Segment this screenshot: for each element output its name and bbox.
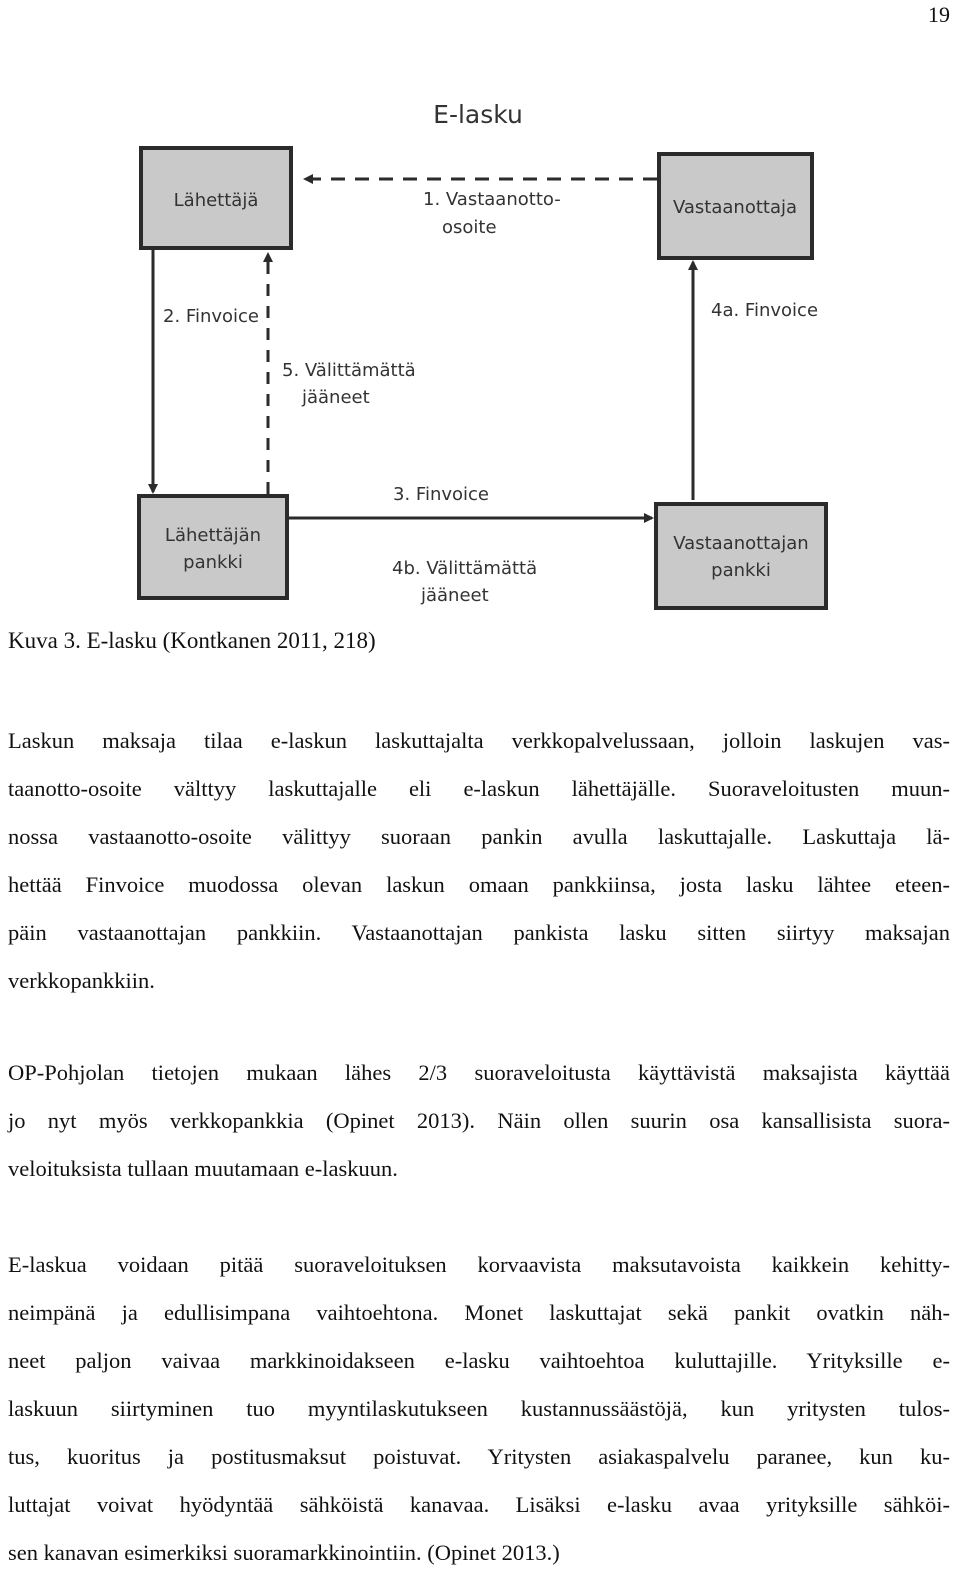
- text-line: jo nyt myös verkkopankkia (Opinet 2013). Näin ollen suurin osa kansallisista suora-: [8, 1108, 950, 1133]
- receiver-bank-label-line2: pankki: [711, 560, 771, 581]
- edge-4b-label-line1: 4b. Välittämättä: [392, 558, 538, 579]
- edge-1-label-line2: osoite: [442, 217, 497, 238]
- edge-1-label-line1: 1. Vastaanotto-: [423, 189, 561, 210]
- text-line: laskuun siirtyminen tuo myyntilaskutukseen kustannussäästöjä, kun yritysten tulos-: [8, 1396, 950, 1421]
- text-line: verkkopankkiin.: [8, 968, 155, 993]
- edge-5-label-line2: jääneet: [302, 387, 370, 408]
- text-line: tus, kuoritus ja postitusmaksut poistuvat. Yritysten asiakaspalvelu paranee, kun ku-: [8, 1444, 950, 1469]
- e-invoice-diagram: [0, 0, 960, 640]
- paragraph-1: [8, 717, 950, 1005]
- sender-label: Lähettäjä: [173, 190, 259, 211]
- text-line: sen kanavan esimerkiksi suoramarkkinointiin. (Opinet 2013.): [8, 1540, 560, 1565]
- receiver-bank-label-line1: Vastaanottajan: [673, 533, 809, 554]
- text-line: Laskun maksaja tilaa e-laskun laskuttajalta verkkopalvelussaan, jolloin laskujen vas-: [8, 728, 950, 753]
- figure-caption: Kuva 3. E-lasku (Kontkanen 2011, 218): [8, 628, 376, 653]
- page-number: 19: [928, 2, 950, 27]
- edge-4a-label: 4a. Finvoice: [711, 300, 819, 321]
- text-line: E-laskua voidaan pitää suoraveloituksen korvaavista maksutavoista kaikkein kehitty-: [8, 1252, 950, 1277]
- text-line: OP-Pohjolan tietojen mukaan lähes 2/3 suoraveloitusta käyttävistä maksajista käyttää: [8, 1060, 950, 1085]
- text-line: veloituksista tullaan muutamaan e-laskuun.: [8, 1156, 398, 1181]
- paragraph-2: [8, 1049, 950, 1193]
- receiver-label: Vastaanottaja: [672, 197, 798, 218]
- diagram-title: E-lasku: [433, 100, 523, 129]
- receiver-bank-box: [656, 504, 826, 608]
- edge-4b-label-line2: jääneet: [421, 585, 489, 606]
- sender-bank-label-line1: Lähettäjän: [164, 525, 262, 546]
- text-line: neet paljon vaivaa markkinoidakseen e-lasku vaihtoehtoa kuluttajille. Yrityksille e-: [8, 1348, 950, 1373]
- edge-3-label: 3. Finvoice: [393, 484, 489, 505]
- sender-bank-label-line2: pankki: [183, 552, 243, 573]
- sender-bank-box: [139, 496, 287, 598]
- edge-5-label-line1: 5. Välittämättä: [282, 360, 416, 381]
- text-line: luttajat voivat hyödyntää sähköistä kanavaa. Lisäksi e-lasku avaa yrityksille sähköi-: [8, 1492, 950, 1517]
- text-line: neimpänä ja edullisimpana vaihtoehtona. Monet laskuttajat sekä pankit ovatkin näh-: [8, 1300, 950, 1325]
- edge-2-label: 2. Finvoice: [163, 306, 259, 327]
- text-line: päin vastaanottajan pankkiin. Vastaanottajan pankista lasku sitten siirtyy maksajan: [8, 920, 950, 945]
- text-line: taanotto-osoite välttyy laskuttajalle eli e-laskun lähettäjälle. Suoraveloitusten muun-: [8, 776, 950, 801]
- paragraph-3: [8, 1241, 950, 1577]
- text-line: nossa vastaanotto-osoite välittyy suoraan pankin avulla laskuttajalle. Laskuttaja lä-: [8, 824, 950, 849]
- text-line: hettää Finvoice muodossa olevan laskun omaan pankkiinsa, josta lasku lähtee eteen-: [8, 872, 950, 897]
